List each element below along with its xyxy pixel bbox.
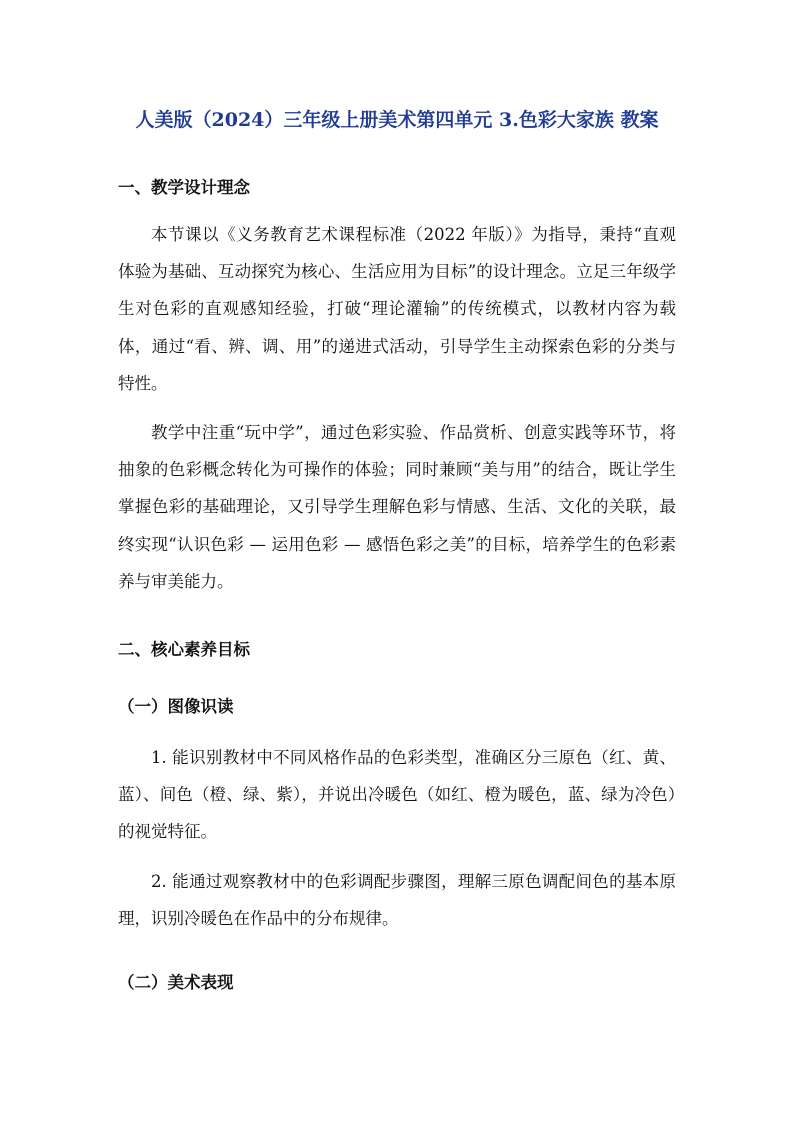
image-reading-item-2: 2. 能通过观察教材中的色彩调配步骤图，理解三原色调配间色的基本原理，识别冷暖色在作品中的分布规律。 (118, 871, 676, 928)
subsection-heading-image-reading: （一）图像识读 (118, 697, 234, 717)
document-title: 人美版（2024）三年级上册美术第四单元 3.色彩大家族 教案 (135, 109, 659, 131)
section-heading-core-goals: 二、核心素养目标 (118, 640, 250, 660)
image-reading-item-1: 1. 能识别教材中不同风格作品的色彩类型，准确区分三原色（红、黄、蓝）、间色（橙、绿、紫），并说出冷暖色（如红、橙为暖色，蓝、绿为冷色）的视觉特征。 (118, 748, 676, 842)
section-heading-design-concept: 一、教学设计理念 (118, 178, 250, 197)
subsection-heading-art-expression: （二）美术表现 (118, 973, 234, 993)
design-concept-paragraph-2: 教学中注重“玩中学”，通过色彩实验、作品赏析、创意实践等环节，将抽象的色彩概念转化为可操作的体验；同时兼顾“美与用”的结合，既让学生掌握色彩的基础理论，又引导学生理解色彩与情感、生活、文化的关联，最终实现“认识色彩 — 运用色彩 — 感悟色彩之美”的目标，培养学生的色彩素养与审美能力。 (118, 423, 676, 591)
design-concept-paragraph-1: 本节课以《义务教育艺术课程标准（2022 年版）》为指导，秉持“直观体验为基础、互动探究为核心、生活应用为目标”的设计理念。立足三年级学生对色彩的直观感知经验，打破“理论灌输”的传统模式，以教材内容为载体，通过“看、辨、调、用”的递进式活动，引导学生主动探索色彩的分类与特性。 (118, 225, 676, 393)
